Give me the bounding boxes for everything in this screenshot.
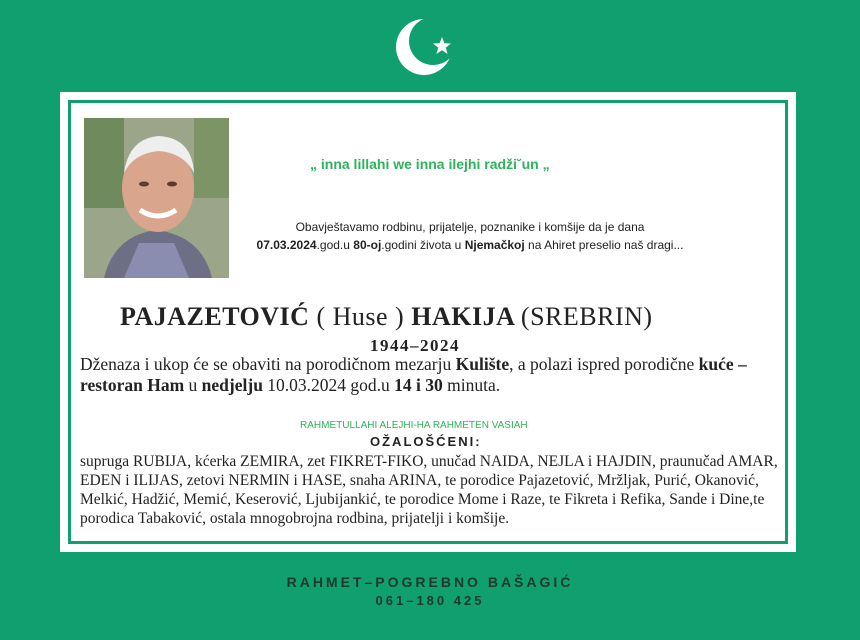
company-phone: 061–180 425 [375,593,485,608]
cemetery: Kulište [455,354,510,374]
funeral-text: 10.03.2024 god.u [262,375,395,395]
mourners-title: OŽALOŠĆENI: [370,434,482,449]
age: 80-oj [353,238,382,252]
crescent-star-icon [380,12,480,82]
first-name: HAKIJA [411,302,514,331]
rahmet-line: RAHMETULLAHI ALEJHI-HA RAHMETEN VASIAH [300,420,528,431]
funeral-text: , a polazi ispred porodične [509,354,699,374]
country: Njemačkoj [464,238,525,252]
funeral-time: 14 i 30 [394,375,443,395]
announcement-line-1: Obavještavamo rodbinu, prijatelje, poznanike i komšije da je dana [295,220,645,234]
funeral-text: minuta. [442,375,501,395]
announcement-text: .god.u [316,238,354,252]
departure-place: kuće – restoran Ham [80,354,747,395]
announcement-text: na Ahiret preselio naš dragi... [524,238,684,252]
death-date: 07.03.2024 [256,238,317,252]
funeral-text: Dženaza i ukop će se obaviti na porodičnom mezarju [80,354,456,374]
announcement-line-2 [240,236,700,254]
announcement [240,218,700,254]
funeral-text: u [184,375,202,395]
surname: PAJAZETOVIĆ [120,302,310,331]
obituary-card [60,92,796,552]
islamic-quote: „ inna lillahi we inna ilejhi radži˘un „ [310,156,550,172]
mourners-list: supruga RUBIJA, kćerka ZEMIRA, zet FIKRET-FIKO, unučad NAIDA, NEJLA i HAJDIN, praunučad AMAR, EDEN i ILIJAS, zetovi NERMIN i HASE, snaha ARINA, te porodice Pajazetović, Mržljak, Purić, Okanović, Melkić, Hadžić, Memić, Keserović, Ljubijankić, te porodice Mome i Raze, te Fikreta i Refika, Sande i Dine,te porodica Tabaković, ostala mnogobrojna rodbina, prijatelji i komšije. [80,453,778,527]
funeral-details [80,354,780,396]
father-name: ( Huse ) [316,302,405,331]
deceased-name [120,302,780,332]
life-years: 1944–2024 [370,336,460,355]
footer [0,574,860,608]
funeral-day: nedjelju [201,375,263,395]
funeral-company: RAHMET–POGREBNO BAŠAGIĆ [286,574,574,590]
nickname: (SREBRIN) [520,302,653,331]
announcement-text: .godini života u [381,238,465,252]
deceased-photo [84,118,229,278]
